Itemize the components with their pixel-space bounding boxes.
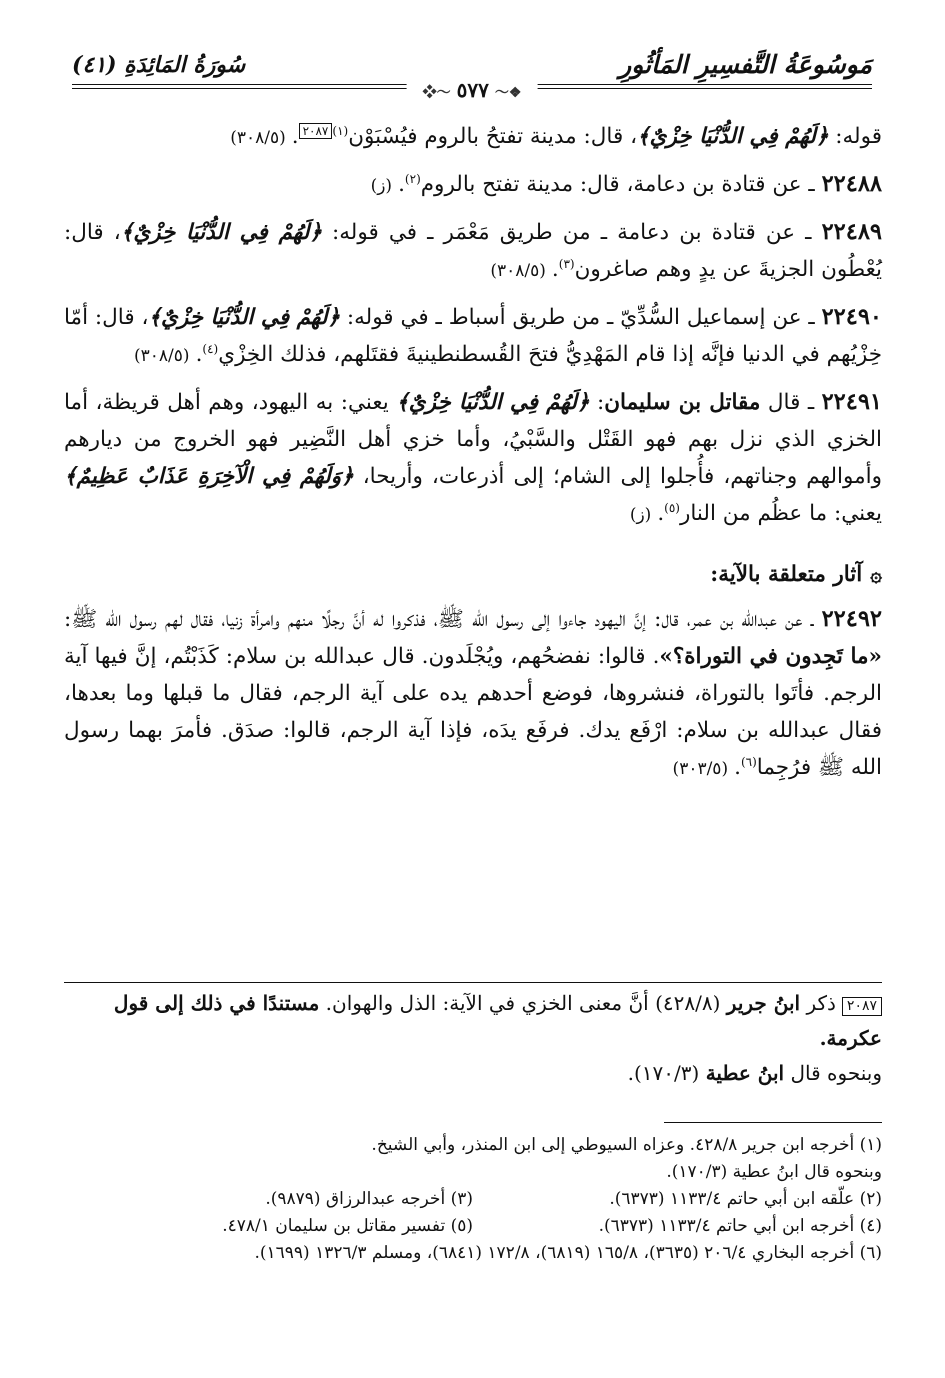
footnote-marker[interactable]: (٥) (664, 500, 680, 515)
entry-22488 (64, 166, 882, 205)
entry-text: ، قال: أمّا خِزْيُهم في الدنيا فإنَّه إذا قام المَهْدِيُّ فتحَ القُسطنطينيةَ فقتَلهم، فذلك الخِزْي (64, 305, 882, 367)
volume-reference: (ز) (629, 505, 652, 525)
entry-text: . قالوا: نفضحُهم، ويُجْلَدون. قال عبدالله بن سلام: كَذَبْتُم، إنَّ فيها آية الرجم. فأتَوا بالتوراة، فنشروها، فوضع أحدهم يده على آية الرجم، فقال ما قبلها وما بعدها، فقال عبدالله بن سلام: ارْفَع يدك. فرفَع يدَه، فإذا آية الرجم، قالوا: صدَق. فأمرَ بهما رسول الله ﷺ فرُجِما (64, 644, 882, 780)
commentary-line (64, 1056, 882, 1091)
footnote-6: (٦) أخرجه البخاري ٢٠٦/٤ (٣٦٣٥)، ١٦٥/٨ (٦٨١٩)، ١٧٢/٨ (٦٨٤١)، ومسلم ١٣٢٦/٣ (١٦٩٩). (254, 1243, 882, 1263)
commentary-divider (64, 982, 882, 983)
footnote-marker[interactable]: (٢) (404, 171, 421, 186)
footnote-marker[interactable]: (٤) (202, 341, 219, 356)
entry-text: ـ عن إسماعيل السُّدِّيّ ـ من طريق أسباط ـ في قوله: (340, 305, 822, 330)
quran-verse: ﴿لَهُمْ فِي الدُّنْيَا خِزْيٌ﴾ (120, 220, 322, 245)
quran-verse: ﴿لَهُمْ فِي الدُّنْيَا خِزْيٌ﴾ (396, 390, 590, 415)
footnote-2: (٢) علّقه ابن أبي حاتم ١١٣٣/٤ (٦٣٧٣). (609, 1189, 882, 1209)
commentary-line (64, 986, 882, 1056)
surah-title: سُورَةُ المَائِدَةِ (٤١) (72, 52, 246, 78)
footnote-marker[interactable]: (١) (332, 123, 349, 138)
entry-end: . (398, 172, 405, 197)
volume-reference: (ز) (370, 176, 393, 196)
entry-text: : (589, 390, 605, 415)
quran-verse: ﴿لَهُمْ فِي الدُّنْيَا خِزْيٌ﴾ (148, 305, 340, 330)
intro-text: ، قال: مدينة تفتحُ بالروم فيُسْبَوْن (348, 124, 638, 149)
note-text: ذكر (800, 991, 836, 1015)
note-text: (٤٢٨/٨) أنَّ معنى الخزي في الآية: الذل والهوان. (319, 991, 727, 1015)
footnote-1: (١) أخرجه ابن جرير ٤٢٨/٨. وعزاه السيوطي إلى ابن المنذر، وأبي الشيخ. (371, 1135, 882, 1155)
entry-end: . (195, 342, 203, 367)
section-heading (64, 556, 882, 593)
section-title: آثار متعلقة بالآية: (710, 562, 863, 587)
commentary-number: ٢٠٨٧ (842, 997, 882, 1016)
book-title: مَوسُوعَةُ التَّفسِيرِ المَأثُورِ (619, 50, 872, 79)
commentary-marker[interactable]: ٢٠٨٧ (299, 123, 333, 139)
footnote-5: (٥) تفسير مقاتل بن سليمان ٤٧٨/١. (222, 1216, 473, 1236)
note-text: (١٧٠/٣). (627, 1061, 706, 1085)
volume-reference: (٣٠٨/٥) (230, 128, 286, 148)
entry-22489 (64, 214, 882, 290)
volume-reference: (٣٠٨/٥) (134, 346, 190, 366)
commentary-note (64, 986, 882, 1091)
scholar-name: ابنُ جرير (726, 991, 801, 1015)
ornament-icon: ❖〜 (494, 85, 522, 101)
entry-number: ٢٢٤٩٢ (821, 606, 882, 632)
entry-text: يعني: ما عظُم من النار (679, 501, 882, 526)
entry-22492 (64, 601, 882, 788)
footnote-marker[interactable]: (٣) (558, 256, 575, 271)
footnotes (64, 1132, 882, 1267)
entry-number: ٢٢٤٩١ (821, 389, 883, 415)
entry-text: ، قال: يُعْطُون الجزيةَ عن يدٍ وهم صاغرون (64, 220, 882, 282)
footnote-1-extra: وبنحوه قال ابنُ عطية (١٧٠/٣). (666, 1162, 882, 1182)
scholar-name: ابنُ عطية (705, 1061, 785, 1085)
entry-end: . (551, 257, 559, 282)
entry-end: . (734, 755, 741, 780)
footnote-row (64, 1213, 882, 1240)
note-text: وبنحوه قال (784, 1061, 882, 1085)
quran-verse: ﴿لَهُمْ فِي الدُّنْيَا خِزْيٌ﴾ (637, 124, 829, 149)
intro-text: . (291, 124, 299, 149)
entry-22491 (64, 384, 882, 534)
star-ornament-icon: ۞ (870, 562, 882, 586)
footnote-marker[interactable]: (٦) (740, 754, 757, 769)
page-header (72, 40, 872, 102)
prophetic-quote: «ما تَجِدون في التوراة؟» (659, 644, 882, 669)
volume-reference: (٣٠٣/٥) (672, 759, 729, 779)
main-text (64, 118, 882, 797)
entry-number: ٢٢٤٨٩ (821, 219, 883, 245)
intro-paragraph (64, 118, 882, 157)
entry-text: ـ عن عبدالله بن عمر، قال: إنَّ اليهود جاءوا إلى رسول الله ﷺ، فذكروا له أنَّ رجلًا منهم وامرأة زنيا، فقال لهم رسول الله ﷺ: (64, 607, 822, 632)
volume-reference: (٣٠٨/٥) (490, 261, 546, 281)
entry-end: . (657, 501, 665, 526)
narrator-name: مقاتل بن سليمان (604, 390, 761, 415)
intro-text: قوله: (828, 124, 882, 149)
entry-text: ـ عن قتادة بن دعامة ـ من طريق مَعْمَر ـ في قوله: (321, 220, 822, 245)
note-emphasis: مستندًا في ذلك إلى قول عكرمة. (113, 991, 882, 1050)
entry-text: يعني: به اليهود، وهم أهل قريظة، أما الخزي الذي نزل بهم فهو القَتْل والسَّبْيُ، وأما خزي أهل النَّضِير فهو الخروج من ديارهم وأموالهم وجناتهم، فأُجلوا إلى الشام؛ إلى أذرعات، وأريحا، (64, 390, 882, 489)
entry-number: ٢٢٤٨٨ (821, 171, 882, 197)
footnote-divider (664, 1122, 882, 1123)
entry-text: ـ قال (760, 390, 822, 415)
page-number (407, 78, 538, 102)
footnote-3: (٣) أخرجه عبدالرزاق (٩٨٧٩). (265, 1189, 473, 1209)
footnote-4: (٤) أخرجه ابن أبي حاتم ١١٣٣/٤ (٦٣٧٣). (598, 1216, 882, 1236)
page-number-value: ٥٧٧ (456, 78, 489, 102)
entry-number: ٢٢٤٩٠ (821, 304, 883, 330)
entry-text: ـ عن قتادة بن دعامة، قال: مدينة تفتح بالروم (420, 172, 822, 197)
ornament-icon: 〜❖ (422, 85, 451, 101)
footnote-row (64, 1186, 882, 1213)
quran-verse: ﴿وَلَهُمْ فِي الْآخِرَةِ عَذَابٌ عَظِيمٌ﴾ (64, 464, 354, 489)
entry-22490 (64, 299, 882, 375)
